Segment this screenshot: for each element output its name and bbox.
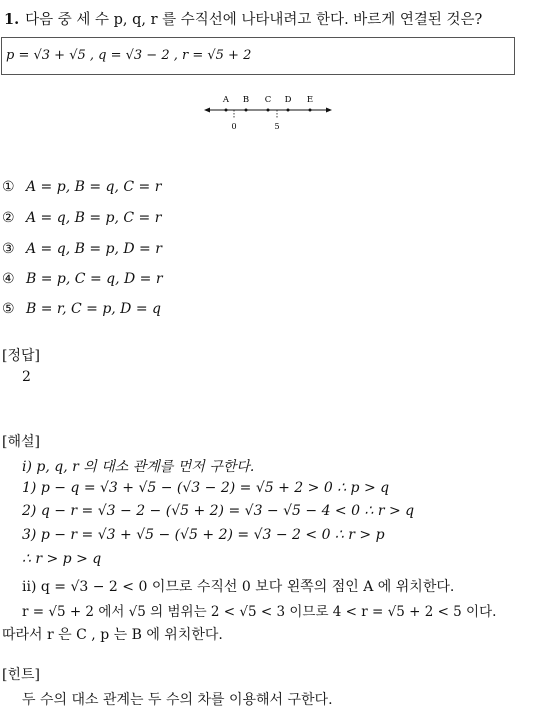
question-title [4,8,482,29]
explanation-line: ∴ r > p > q [22,551,102,567]
option-text: B = r, C = p, D = q [26,301,161,317]
point-label-c: C [264,95,272,105]
explanation-label: [해설] [2,434,40,450]
option-1[interactable] [2,179,161,195]
point-dot-c [267,109,270,112]
hint-text: 두 수의 대소 관계는 두 수의 차를 이용해서 구한다. [22,692,333,708]
number-line-figure [200,88,336,134]
question-text: 다음 중 세 수 p, q, r 를 수직선에 나타내려고 한다. 바르게 연결된 것은? [25,12,483,28]
explanation-line: r = √5 + 2 에서 √5 의 범위는 2 < √5 < 3 이므로 4 < r = √5 + 2 < 5 이다. [22,604,497,620]
option-text: A = q, B = p, C = r [26,210,162,226]
answer-value: 2 [22,369,31,385]
explanation-line: 3) p − r = √3 + √5 − (√5 + 2) = √3 − 2 < 0 ∴ r > p [22,527,385,543]
explanation-line: 2) q − r = √3 − 2 − (√5 + 2) = √3 − √5 − 4 < 0 ∴ r > q [22,503,415,519]
given-values-text: p = √3 + √5 , q = √3 − 2 , r = √5 + 2 [6,48,252,63]
point-dot-d [287,109,290,112]
option-mark: ③ [2,241,15,257]
option-5[interactable] [2,301,161,317]
point-dot-b [245,109,248,112]
option-text: A = p, B = q, C = r [26,179,162,195]
point-label-b: B [242,95,250,105]
option-mark: ① [2,179,15,195]
explanation-line: i) p, q, r 의 대소 관계를 먼저 구한다. [22,459,255,475]
option-3[interactable] [2,241,162,257]
explanation-line: 1) p − q = √3 + √5 − (√3 − 2) = √5 + 2 > 0 ∴ p > q [22,480,390,496]
option-2[interactable] [2,210,161,226]
point-dot-e [309,109,312,112]
option-mark: ⑤ [2,301,15,317]
explanation-line: ii) q = √3 − 2 < 0 이므로 수직선 0 보다 왼쪽의 점인 A 에 위치한다. [22,579,455,595]
tick-five-label: 5 [274,122,280,131]
option-mark: ④ [2,271,15,287]
point-label-d: D [284,95,292,105]
option-text: A = q, B = p, D = r [26,241,162,257]
hint-label: [힌트] [2,667,40,683]
point-label-a: A [222,95,230,105]
given-values-box [1,37,515,75]
question-number: 1. [4,11,20,28]
option-4[interactable] [2,271,163,287]
point-label-e: E [306,95,314,105]
number-line-left-arrow [204,108,210,113]
tick-zero-label: 0 [231,122,237,131]
explanation-line: 따라서 r 은 C , p 는 B 에 위치한다. [2,627,223,643]
number-line-right-arrow [326,108,332,113]
option-text: B = p, C = q, D = r [26,271,163,287]
answer-label: [정답] [2,348,40,364]
option-mark: ② [2,210,15,226]
point-dot-a [225,109,228,112]
